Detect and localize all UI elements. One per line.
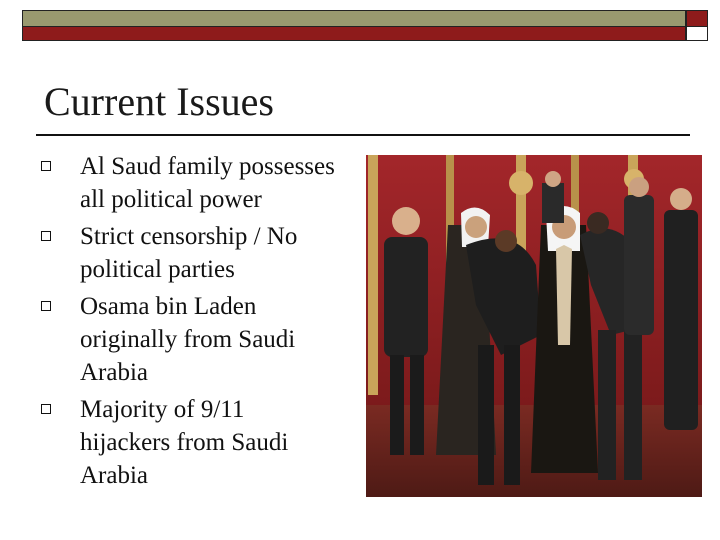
hollow-square-bullet-icon: [41, 231, 51, 241]
bullet-text: Strict censorship / No political parties: [80, 223, 298, 283]
bullet-item: [38, 220, 338, 286]
header-square-red: [686, 10, 708, 27]
hollow-square-bullet-icon: [41, 404, 51, 414]
bullet-text: Osama bin Laden originally from Saudi Arabia: [80, 293, 296, 386]
bullet-item: [38, 393, 338, 492]
header-square-white: [686, 27, 708, 41]
bullet-item: [38, 290, 338, 389]
hollow-square-bullet-icon: [41, 301, 51, 311]
hollow-square-bullet-icon: [41, 161, 51, 171]
title-underline: [36, 134, 690, 136]
slide-title: Current Issues: [44, 79, 274, 124]
bullet-item: [38, 150, 338, 216]
header-band-red: [22, 27, 686, 41]
bullet-list: [38, 150, 338, 496]
photo-illustration: [366, 155, 702, 497]
slide-photo: [366, 155, 702, 497]
bullet-text: Majority of 9/11 hijackers from Saudi Arabia: [80, 396, 289, 489]
header-band-olive: [22, 10, 686, 27]
bullet-text: Al Saud family possesses all political power: [80, 153, 335, 213]
header-decoration-band: [22, 10, 708, 41]
